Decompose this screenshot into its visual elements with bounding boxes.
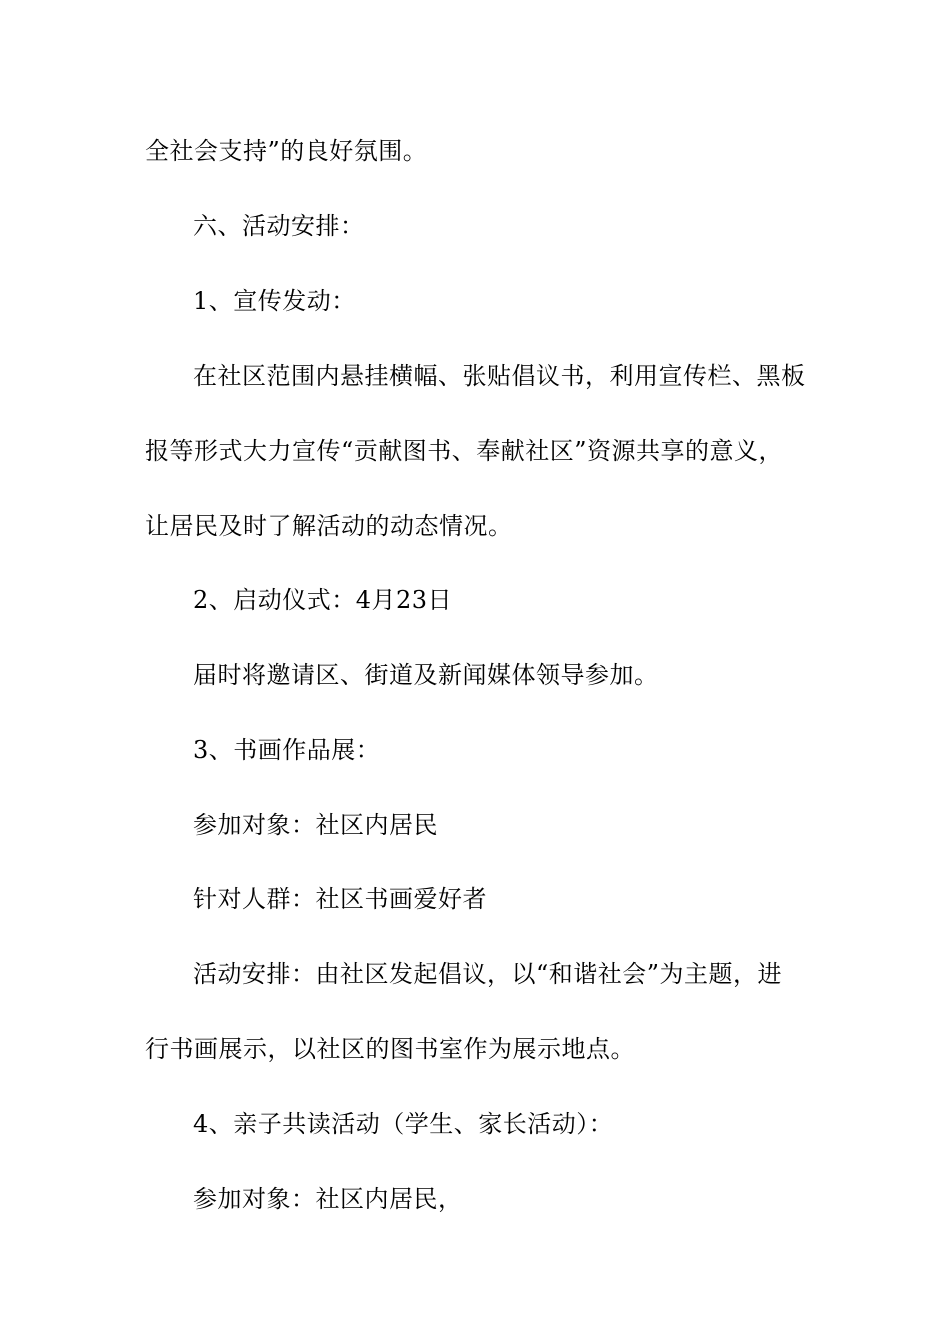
paragraph-line: 行书画展示，以社区的图书室作为展示地点。	[145, 1035, 635, 1063]
section-heading: 六、活动安排：	[193, 212, 365, 240]
subsection-heading: 3、书画作品展：	[193, 736, 381, 764]
paragraph-line: 让居民及时了解活动的动态情况。	[145, 512, 513, 540]
paragraph-line: 全社会支持”的良好氛围。	[145, 137, 428, 165]
paragraph-line: 参加对象：社区内居民	[193, 811, 438, 839]
subsection-heading: 1、宣传发动：	[193, 287, 356, 315]
subsection-heading: 4、亲子共读活动（学生、家长活动）：	[193, 1110, 614, 1138]
subsection-heading: 2、启动仪式：4月23日	[193, 586, 453, 614]
paragraph-line: 报等形式大力宣传“贡献图书、奉献社区”资源共享的意义，	[145, 437, 784, 465]
paragraph-line: 参加对象：社区内居民，	[193, 1185, 463, 1213]
paragraph-line: 届时将邀请区、街道及新闻媒体领导参加。	[193, 661, 659, 689]
paragraph-line: 针对人群：社区书画爱好者	[193, 885, 487, 913]
paragraph-line: 在社区范围内悬挂横幅、张贴倡议书，利用宣传栏、黑板	[193, 362, 806, 390]
paragraph-line: 活动安排：由社区发起倡议，以“和谐社会”为主题，进	[193, 960, 783, 988]
